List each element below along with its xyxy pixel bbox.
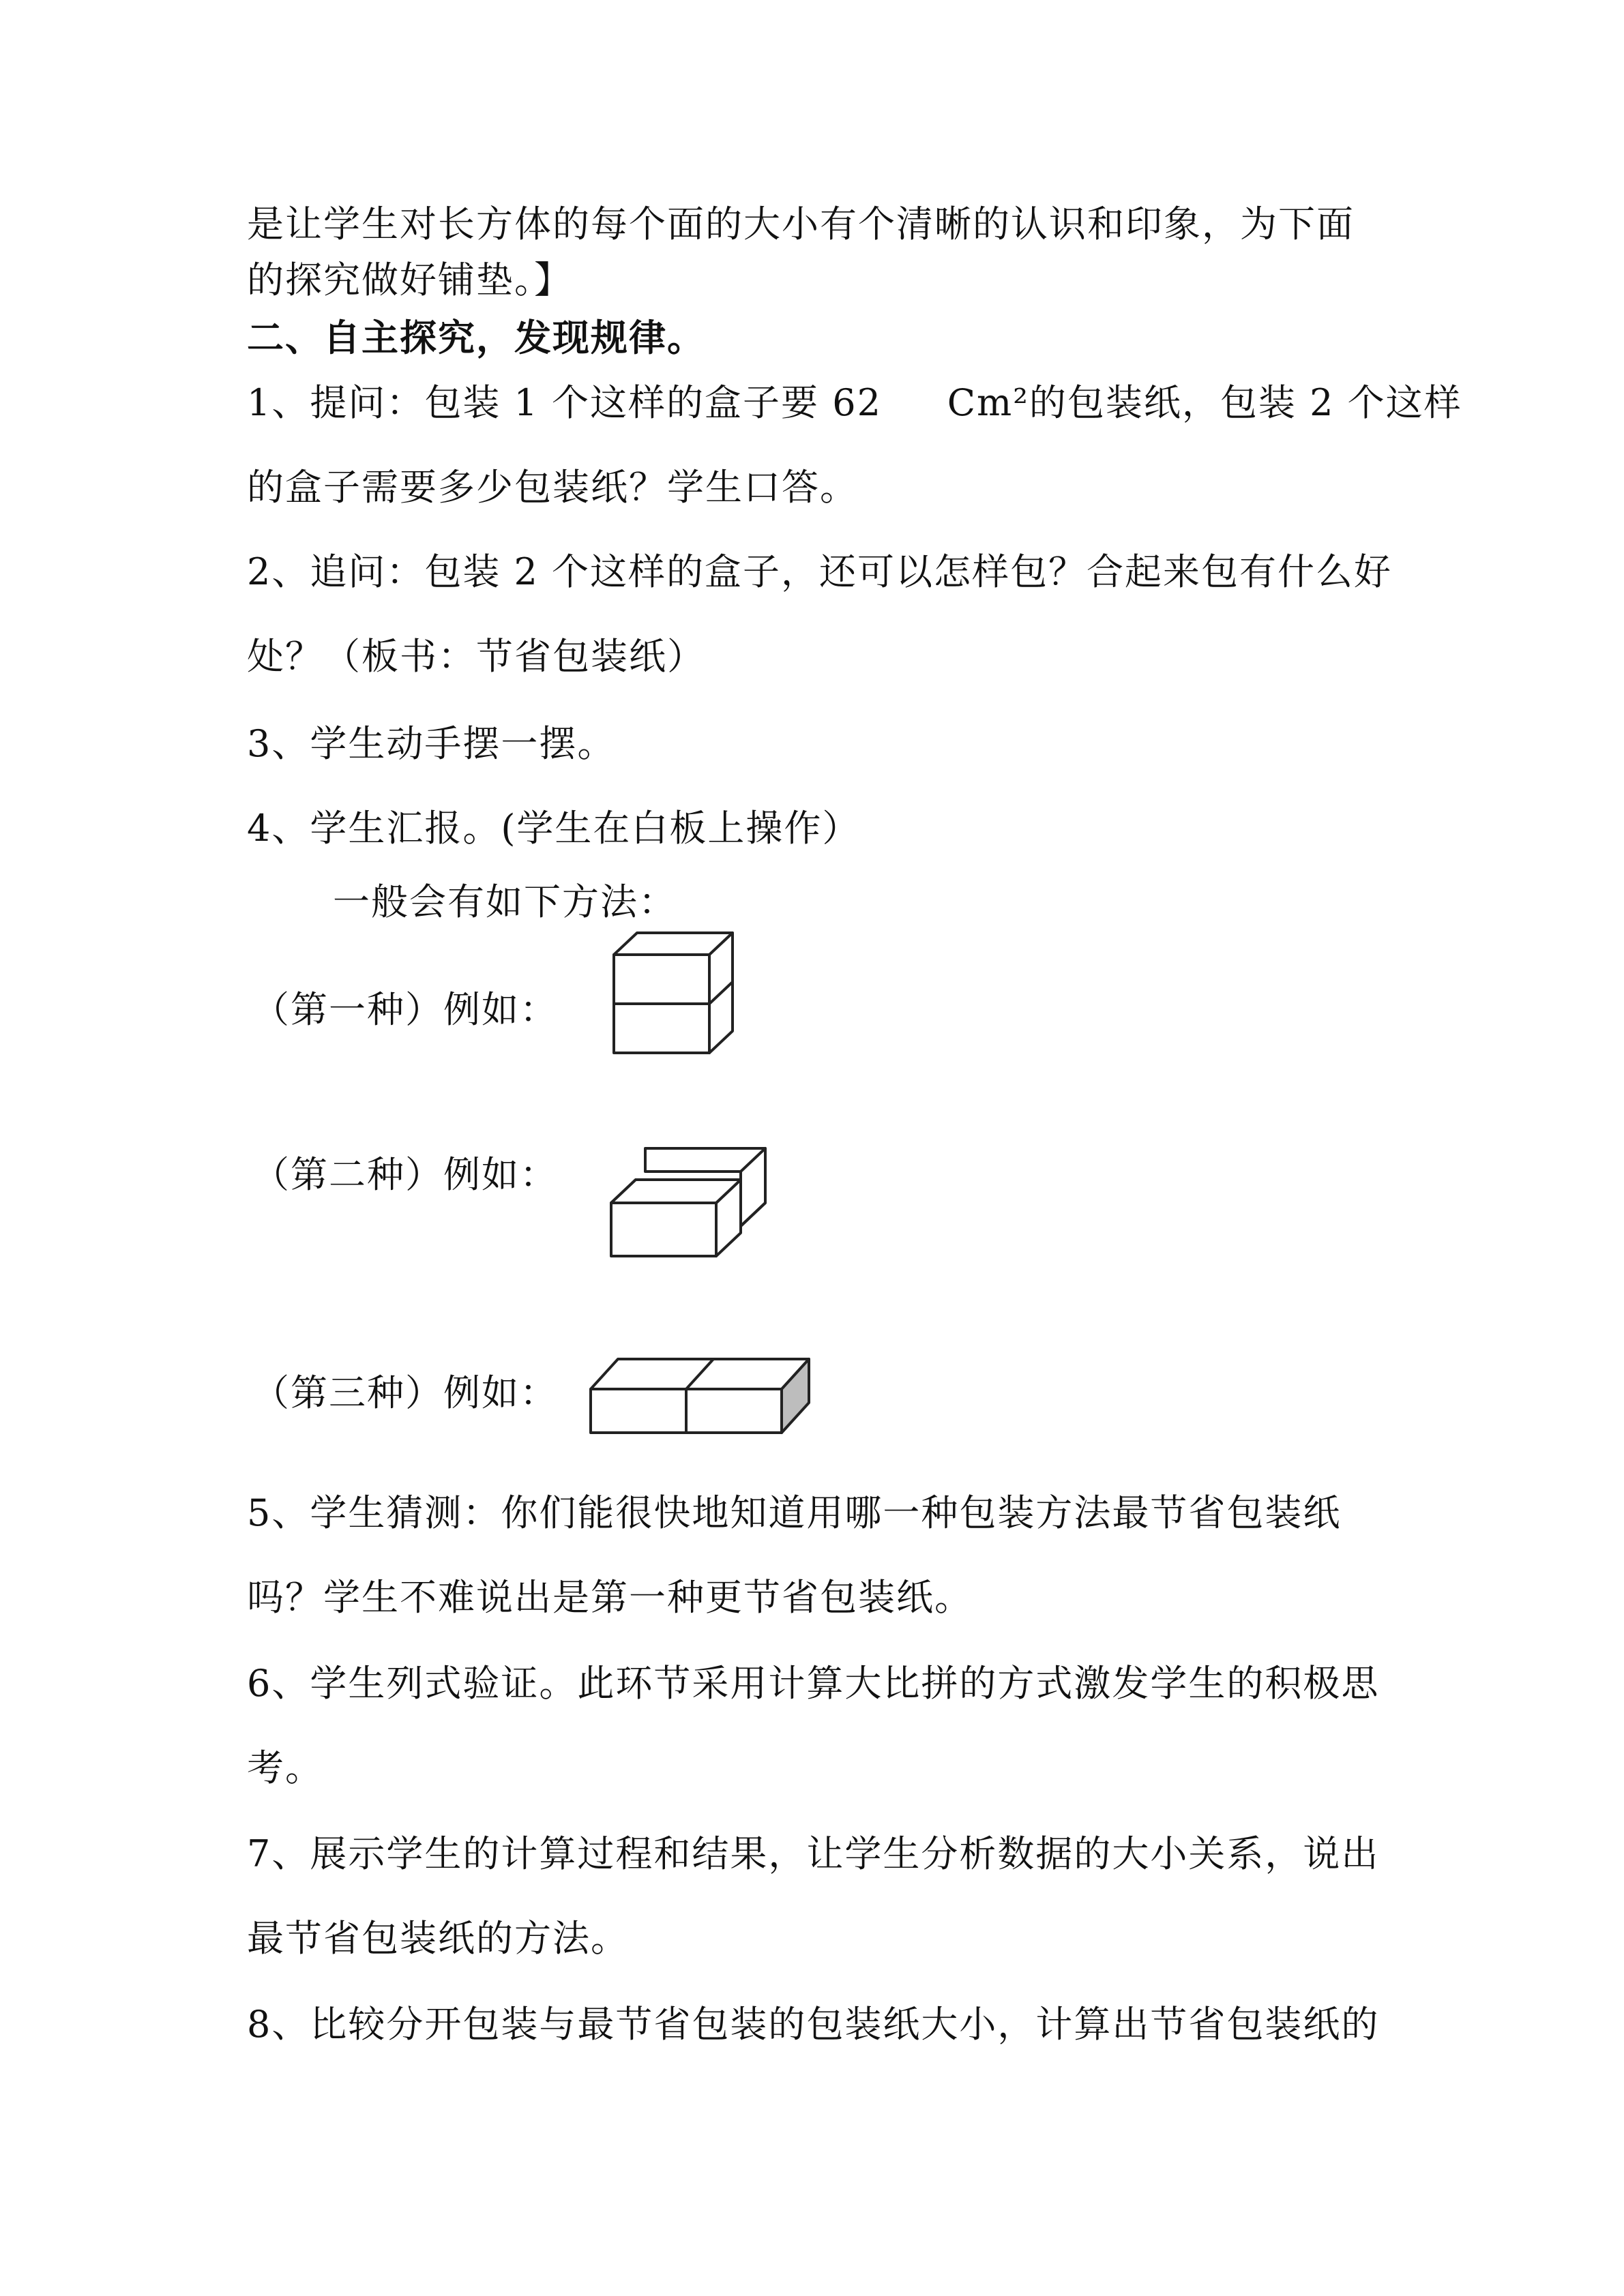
step-3: 3、学生动手摆一摆。: [247, 722, 616, 765]
section-heading: 二、自主探究，发现规律。: [247, 316, 705, 359]
step-1-line-2: 的盒子需要多少包装纸？学生口答。: [247, 466, 858, 509]
method-2-label: （第二种）例如：: [252, 1153, 558, 1196]
step-7-line-2: 最节省包装纸的方法。: [247, 1917, 629, 1960]
front-back-boxes-figure: [608, 1146, 772, 1262]
methods-intro: 一般会有如下方法：: [333, 880, 677, 923]
step-1-line-1: 1、提问：包装 1 个这样的盒子要 62 Cm²的包装纸，包装 2 个这样: [247, 381, 1462, 424]
side-by-side-boxes-figure: [587, 1354, 812, 1439]
paragraph-line: 的探究做好铺垫。】: [247, 258, 572, 301]
step-2-line-1: 2、追问：包装 2 个这样的盒子，还可以怎样包？合起来包有什么好: [247, 550, 1393, 593]
step-6-line-2: 考。: [247, 1746, 323, 1789]
step-2-line-2: 处？（板书：节省包装纸）: [247, 635, 705, 678]
step-5-line-2: 吗？学生不难说出是第一种更节省包装纸。: [247, 1576, 973, 1619]
step-4: 4、学生汇报。(学生在白板上操作）: [247, 807, 861, 850]
paragraph-line: 是让学生对长方体的每个面的大小有个清晰的认识和印象，为下面: [247, 203, 1355, 245]
step-6-line-1: 6、学生列式验证。此环节采用计算大比拼的方式激发学生的积极思: [247, 1662, 1380, 1705]
stacked-boxes-figure: [607, 927, 764, 1064]
step-7-line-1: 7、展示学生的计算过程和结果，让学生分析数据的大小关系，说出: [247, 1832, 1380, 1875]
method-3-label: （第三种）例如：: [252, 1371, 558, 1414]
step-5-line-1: 5、学生猜测：你们能很快地知道用哪一种包装方法最节省包装纸: [247, 1491, 1342, 1534]
step-8-line-1: 8、比较分开包装与最节省包装的包装纸大小，计算出节省包装纸的: [247, 2003, 1380, 2046]
method-1-label: （第一种）例如：: [252, 988, 558, 1031]
